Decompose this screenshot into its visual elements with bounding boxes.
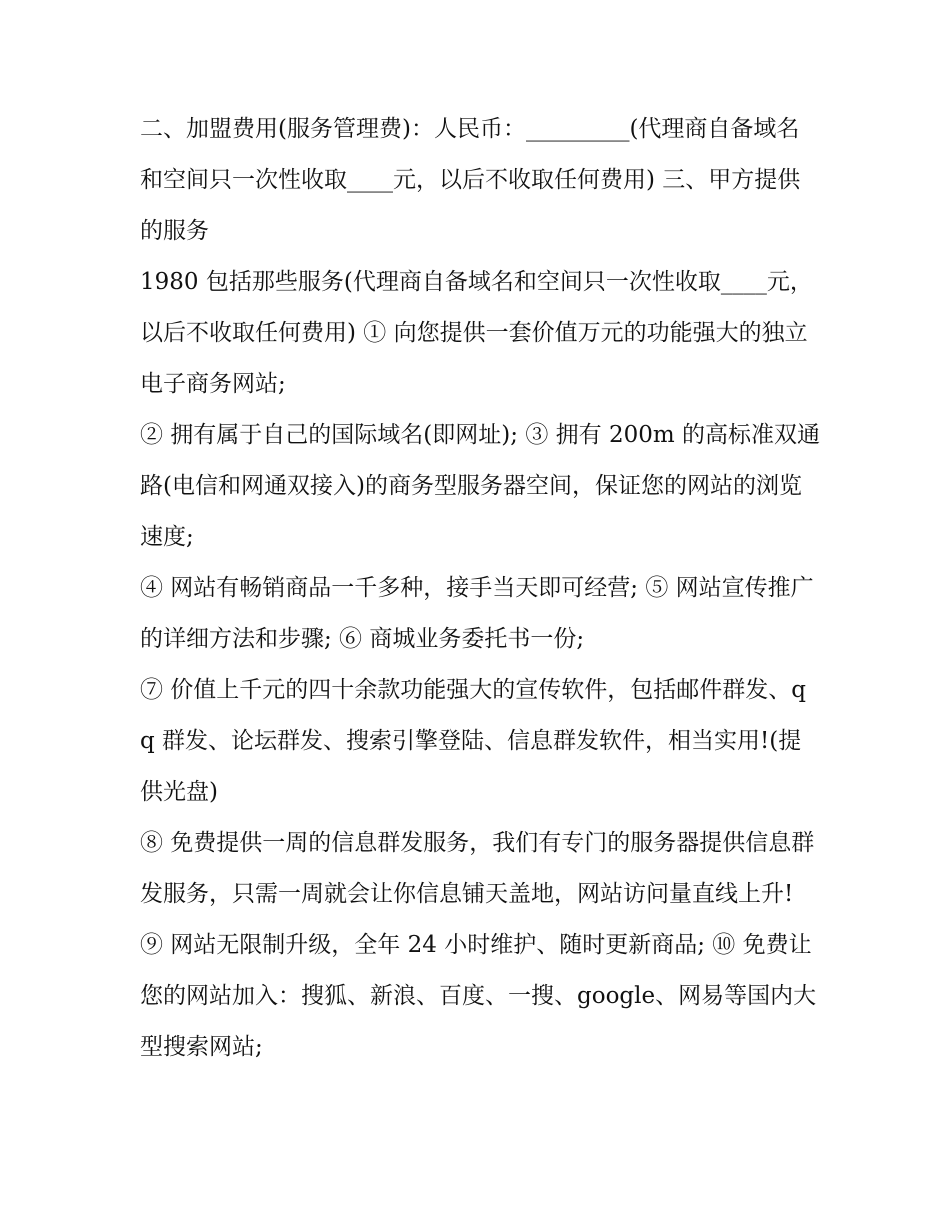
paragraph-software: ⑦ 价值上千元的四十余款功能强大的宣传软件，包括邮件群发、qq 群发、论坛群发、搜索引擎登陆、信息群发软件，相当实用!(提供光盘) bbox=[140, 677, 807, 805]
paragraph-fees: 二、加盟费用(服务管理费)：人民币：_________(代理商自备域名和空间只一次性收取____元，以后不收取任何费用) 三、甲方提供的服务 bbox=[140, 116, 801, 244]
paragraph-domain-space: ② 拥有属于自己的国际域名(即网址); ③ 拥有 200m 的高标准双通路(电信和网通双接入)的商务型服务器空间，保证您的网站的浏览速度; bbox=[140, 422, 820, 550]
document-body bbox=[140, 104, 820, 1073]
paragraph-services-1980: 1980 包括那些服务(代理商自备域名和空间只一次性收取____元，以后不收取任何费用) ① 向您提供一套价值万元的功能强大的独立电子商务网站; bbox=[140, 269, 813, 397]
paragraph-mass-messaging: ⑧ 免费提供一周的信息群发服务，我们有专门的服务器提供信息群发服务，只需一周就会让你信息铺天盖地，网站访问量直线上升! bbox=[140, 830, 815, 907]
paragraph-upgrades-search: ⑨ 网站无限制升级，全年 24 小时维护、随时更新商品; ⑩ 免费让您的网站加入：搜狐、新浪、百度、一搜、google、网易等国内大型搜索网站; bbox=[140, 932, 817, 1060]
paragraph-products-promotion: ④ 网站有畅销商品一千多种，接手当天即可经营; ⑤ 网站宣传推广的详细方法和步骤; ⑥ 商城业务委托书一份; bbox=[140, 575, 814, 652]
